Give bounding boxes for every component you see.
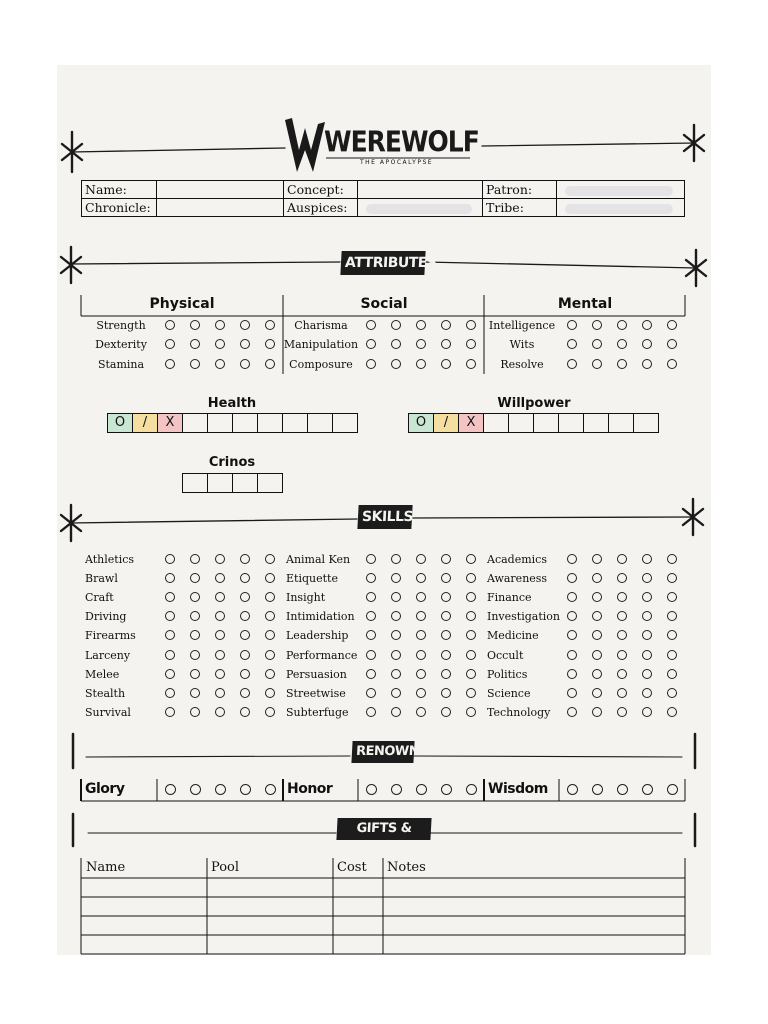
willpower-box[interactable]: / — [433, 413, 459, 433]
health-box[interactable]: O — [107, 413, 133, 433]
gifts-header-notes: Notes — [387, 860, 426, 875]
attribute-label: Composure — [289, 358, 353, 371]
skill-label: Melee — [85, 667, 120, 681]
wisdom-label: Wisdom — [488, 781, 548, 797]
gifts-header-name: Name — [86, 860, 126, 875]
skill-label: Larceny — [85, 648, 131, 662]
mental-header: Mental — [557, 296, 613, 312]
health-box[interactable]: X — [157, 413, 183, 433]
auspices-label: Auspices: — [284, 199, 358, 217]
willpower-box[interactable]: X — [458, 413, 484, 433]
skill-label: Brawl — [85, 572, 118, 586]
tribe-label: Tribe: — [483, 199, 557, 217]
attribute-label: Strength — [96, 319, 146, 332]
skill-label: Occult — [487, 648, 524, 662]
patron-label: Patron: — [483, 181, 557, 199]
chronicle-label: Chronicle: — [82, 199, 157, 217]
health-box[interactable]: / — [132, 413, 158, 433]
skill-label: Investigation — [487, 610, 560, 624]
skill-label: Athletics — [85, 553, 135, 566]
willpower-box[interactable]: O — [408, 413, 434, 433]
skill-label: Survival — [85, 705, 131, 719]
skill-label: Technology — [487, 705, 551, 719]
skill-label: Etiquette — [286, 572, 338, 586]
skill-label: Craft — [85, 591, 114, 605]
attribute-label: Wits — [509, 338, 535, 351]
health-title: Health — [207, 396, 257, 411]
gifts-header-cost: Cost — [337, 860, 367, 875]
skill-label: Insight — [286, 591, 326, 605]
social-header: Social — [360, 296, 408, 312]
attribute-label: Dexterity — [95, 338, 147, 351]
attribute-label: Charisma — [294, 319, 348, 332]
skill-label: Subterfuge — [286, 705, 349, 719]
physical-header: Physical — [149, 296, 215, 312]
renown-banner: RENOWN — [351, 741, 414, 763]
skill-label: Awareness — [487, 572, 548, 586]
skill-label: Finance — [487, 591, 532, 605]
concept-label: Concept: — [284, 181, 358, 199]
skill-label: Medicine — [487, 629, 539, 643]
attribute-label: Resolve — [500, 358, 544, 371]
logo-title: WEREWOLF — [324, 124, 479, 159]
skill-label: Firearms — [85, 629, 136, 643]
skill-label: Politics — [487, 667, 528, 681]
skill-label: Driving — [85, 610, 127, 624]
willpower-title: Willpower — [497, 396, 571, 411]
skill-label: Academics — [487, 553, 547, 566]
name-label: Name: — [82, 181, 157, 199]
logo-subtitle: THE APOCALYPSE — [360, 159, 434, 166]
skill-label: Science — [487, 686, 531, 700]
skill-label: Stealth — [85, 686, 126, 700]
skill-label: Leadership — [286, 629, 349, 643]
attribute-label: Intelligence — [488, 319, 556, 332]
attribute-label: Manipulation — [283, 338, 359, 351]
glory-label: Glory — [85, 781, 125, 797]
gifts-rites-banner: GIFTS & RITES — [336, 818, 431, 840]
attribute-label: Stamina — [97, 358, 145, 371]
honor-label: Honor — [287, 781, 333, 797]
attributes-banner: ATTRIBUTES — [340, 251, 425, 275]
skill-label: Streetwise — [286, 686, 346, 700]
skill-label: Performance — [286, 648, 358, 662]
gifts-header-pool: Pool — [211, 860, 240, 875]
skill-label: Animal Ken — [286, 553, 351, 566]
skill-label: Persuasion — [286, 667, 347, 681]
skill-label: Intimidation — [286, 610, 355, 624]
crinos-title: Crinos — [208, 455, 256, 470]
skills-banner: SKILLS — [357, 505, 412, 529]
